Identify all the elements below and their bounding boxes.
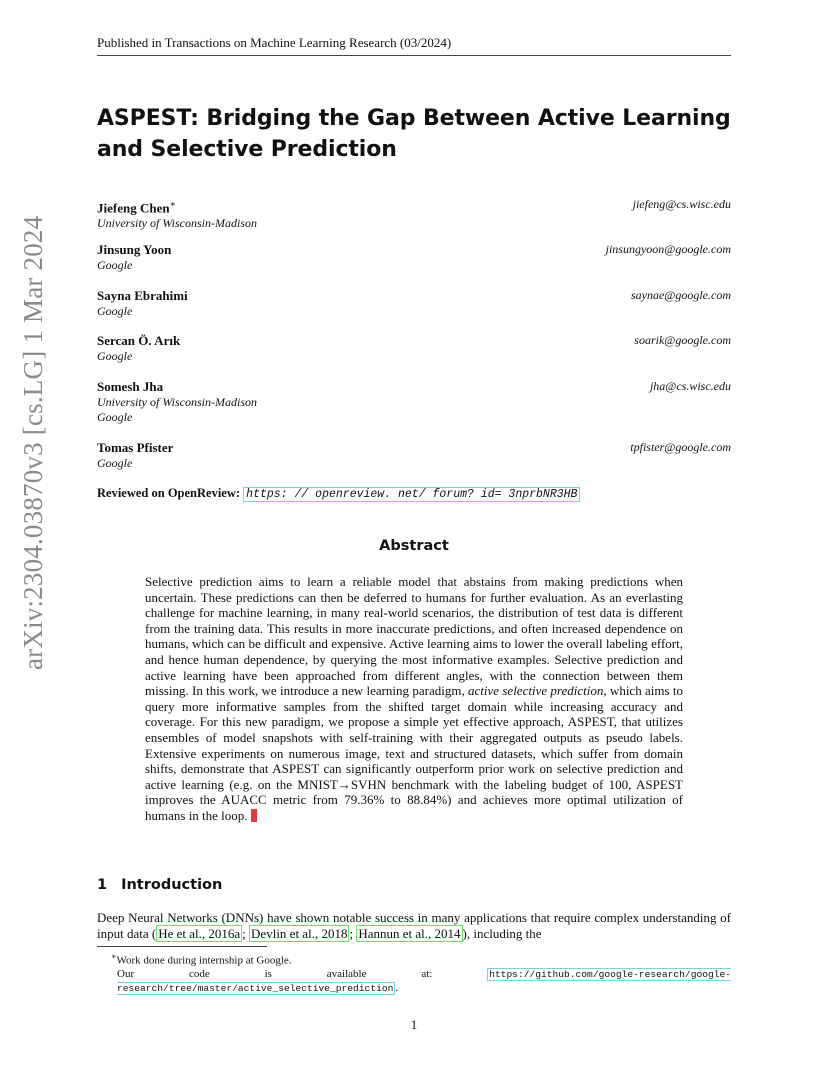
footnote-text: Work done during internship at Google. xyxy=(116,954,292,967)
review-label: Reviewed on OpenReview: xyxy=(97,486,241,500)
author-name: Sercan Ö. Arık xyxy=(97,333,181,348)
footnote-text: Our code is available at: xyxy=(117,968,433,981)
openreview-link[interactable]: https: // openreview. net/ forum? id= 3nprbNR3HB xyxy=(243,487,580,502)
author-block xyxy=(97,288,731,319)
citation-link[interactable]: He et al., 2016a xyxy=(158,926,241,941)
author-block xyxy=(97,440,731,471)
footnote-2 xyxy=(97,968,731,995)
openreview-line xyxy=(97,486,580,501)
author-affiliation: Google xyxy=(97,257,133,272)
author-affiliation: University of Wisconsin-Madison xyxy=(97,215,257,230)
author-email[interactable]: jinsungyoon@google.com xyxy=(605,242,731,256)
arxiv-stamp: arXiv:2304.03870v3 [cs.LG] 1 Mar 2024 xyxy=(18,215,48,670)
author-affiliation: Google xyxy=(97,348,133,363)
citation-link[interactable]: Hannun et al., 2014 xyxy=(358,926,461,941)
author-name: Sayna Ebrahimi xyxy=(97,288,188,303)
section-heading xyxy=(97,877,222,893)
author-block xyxy=(97,242,731,273)
author-name: Jinsung Yoon xyxy=(97,242,172,257)
author-block xyxy=(97,333,731,364)
author-block xyxy=(97,379,731,426)
author-email[interactable]: saynae@google.com xyxy=(630,288,731,302)
author-affiliation: University of Wisconsin-Madison xyxy=(97,394,257,409)
author-email[interactable]: jha@cs.wisc.edu xyxy=(649,379,731,393)
section-title: Introduction xyxy=(121,877,223,893)
citation-separator: ; xyxy=(349,926,357,941)
intro-text: Deep Neural Networks (DNNs) have shown notable success in many applications that require complex understanding of input data ( xyxy=(97,910,731,941)
introduction-text xyxy=(97,910,731,942)
author-email[interactable]: tpfister@google.com xyxy=(630,440,731,454)
author-affiliation: Google xyxy=(97,455,133,470)
author-name: Somesh Jha xyxy=(97,379,164,394)
paper-title: ASPEST: Bridging the Gap Between Active Learning and Selective Prediction xyxy=(97,106,731,162)
running-header: Published in Transactions on Machine Learning Research (03/2024) xyxy=(97,35,731,56)
abstract-text: , which aims to query more informative samples from the shifted target domain while increasing accuracy and coverage. For this new paradigm, we propose a simple yet effective approach, ASPEST, that utilizes ensembles of model snapshots with self-training with their aggregated outputs as pseudo labels. Extensive experiments on numerous image, text and structured datasets, which suffer from domain shifts, demonstrate that ASPEST can significantly outperform prior work on selective prediction and active learning (e.g. on the MNIST→SVHN benchmark with the labeling budget of 100, ASPEST improves the AUACC metric from 79.36% to 88.84%) and achieves more optimal utilization of humans in the loop. xyxy=(145,683,683,823)
author-affiliation-2: Google xyxy=(97,410,133,424)
abstract-body xyxy=(145,574,683,824)
author-block xyxy=(97,197,731,231)
author-name: Tomas Pfister xyxy=(97,440,174,455)
section-number: 1 xyxy=(97,877,108,893)
page-number: 1 xyxy=(410,1017,418,1032)
footnote-text: . xyxy=(395,981,399,994)
abstract-text: Selective prediction aims to learn a reliable model that abstains from making predictions when uncertain. These predictions can then be deferred to humans for further evaluation. As an everlasting challenge for machine learning, in many real-world scenarios, the distribution of test data is different from the training data. This results in more inaccurate predictions, and often increased dependence on humans, which can be difficult and expensive. Active learning aims to lower the overall labeling effort, and hence human dependence, by querying the most informative examples. Selective prediction and active learning have been approached from different angles, with the connection between them missing. In this work, we introduce a new learning paradigm, xyxy=(145,574,683,699)
intro-text: ), including the xyxy=(462,926,542,941)
code-link[interactable]: https://github.com/google-research/google-research/tree/master/active_selective_prediction xyxy=(117,969,731,994)
author-email[interactable]: soarik@google.com xyxy=(634,333,731,347)
citation-separator: ; xyxy=(242,926,250,941)
abstract-heading: Abstract xyxy=(379,538,449,554)
author-email[interactable]: jiefeng@cs.wisc.edu xyxy=(632,197,731,211)
abstract-emphasis: active selective prediction xyxy=(468,683,604,699)
footnote-1 xyxy=(97,950,731,968)
footnote-mark: ∗ xyxy=(111,952,117,961)
annotation-marker[interactable] xyxy=(251,809,257,822)
author-name: Jiefeng Chen xyxy=(97,200,170,216)
footnotes xyxy=(97,950,731,995)
citation-link[interactable]: Devlin et al., 2018 xyxy=(251,926,348,941)
footnote-rule xyxy=(97,946,267,947)
footnote-mark: ∗ xyxy=(169,199,176,209)
author-affiliation: Google xyxy=(97,303,133,318)
